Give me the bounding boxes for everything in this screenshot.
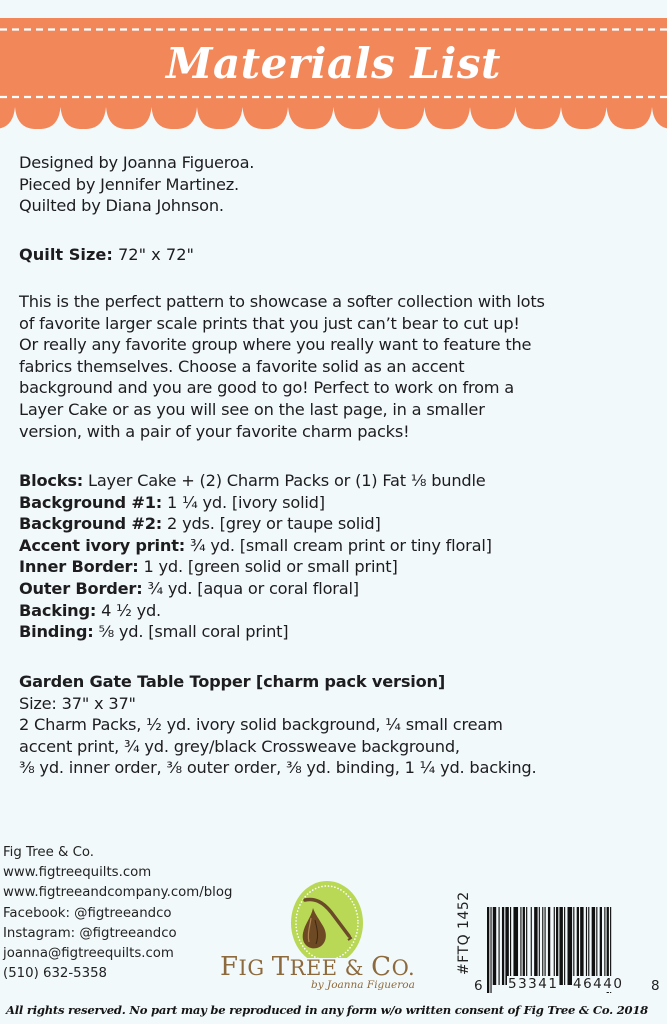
material-item-binding	[19, 621, 492, 643]
table-topper-line: 2 Charm Packs, ½ yd. ivory solid background, ¼ small cream	[19, 715, 503, 735]
barcode-digit-right: 8	[651, 978, 662, 994]
header-banner	[0, 18, 667, 129]
barcode-digit-left: 6	[474, 978, 485, 994]
material-value: ¾ yd. [small cream print or tiny floral]	[185, 535, 492, 555]
company-name: Fig Tree & Co.	[3, 845, 94, 860]
description-line: background and you are good to go! Perfect to work on from a	[19, 378, 515, 398]
fig-icon	[215, 878, 440, 958]
material-value: 1 yd. [green solid or small print]	[138, 557, 398, 577]
description-paragraph	[19, 291, 545, 442]
credit-piecer: Pieced by Jennifer Martinez.	[19, 174, 239, 194]
material-item-background-1	[19, 492, 492, 514]
quilt-size-value: 72" x 72"	[112, 245, 194, 264]
fig-tree-logo	[215, 878, 440, 998]
description-line: fabrics themselves. Choose a favorite solid as an accent	[19, 356, 465, 376]
material-label: Inner Border:	[19, 557, 139, 577]
table-topper-line: ⅜ yd. inner order, ⅜ outer order, ⅜ yd. binding, 1 ¼ yd. backing.	[19, 758, 537, 778]
material-label: Blocks:	[19, 471, 84, 490]
materials-list	[19, 470, 492, 643]
phone-number: (510) 632-5358	[3, 966, 107, 982]
credit-quilter: Quilted by Diana Johnson.	[19, 196, 224, 216]
contact-info	[3, 843, 232, 984]
credits	[19, 152, 254, 217]
material-label: Accent ivory print:	[19, 535, 186, 555]
table-topper-line: Size: 37" x 37"	[19, 693, 136, 713]
copyright-notice: All rights reserved. No part may be reproduced in any form w/o written consent of Fig Tree & Co. 2018	[6, 1003, 648, 1017]
website-link[interactable]: www.figtreequilts.com	[3, 865, 152, 881]
material-value: 4 ½ yd.	[96, 600, 161, 620]
description-line: This is the perfect pattern to showcase a softer collection with lots	[19, 292, 545, 311]
material-label: Binding:	[19, 622, 94, 642]
email-link[interactable]: joanna@figtreequilts.com	[3, 946, 174, 962]
quilt-size-label: Quilt Size:	[19, 245, 113, 264]
description-line: version, with a pair of your favorite charm packs!	[19, 421, 410, 441]
material-item-accent	[19, 535, 492, 557]
page-title: Materials List	[166, 39, 501, 88]
facebook-handle: Facebook: @figtreeandco	[3, 905, 172, 921]
table-topper-line: accent print, ¾ yd. grey/black Crossweave background,	[19, 736, 460, 756]
material-item-outer-border	[19, 578, 492, 600]
material-label: Backing:	[19, 600, 97, 620]
material-label: Background #1:	[19, 492, 163, 512]
brand-byline: by Joanna Figueroa	[311, 979, 415, 991]
material-label: Outer Border:	[19, 578, 143, 598]
credit-designer: Designed by Joanna Figueroa.	[19, 153, 255, 172]
material-item-blocks	[19, 470, 492, 492]
table-topper-title: Garden Gate Table Topper [charm pack version]	[19, 672, 446, 691]
blog-link[interactable]: www.figtreeandcompany.com/blog	[3, 885, 233, 901]
brand-wordmark: FIG TREE & CO.	[220, 952, 416, 982]
description-line: Layer Cake or as you will see on the last page, in a smaller	[19, 399, 485, 419]
material-item-inner-border	[19, 556, 492, 578]
barcode-digits-group-2: 46440	[573, 976, 624, 992]
instagram-handle: Instagram: @figtreeandco	[3, 925, 177, 941]
material-label: Background #2:	[19, 514, 163, 534]
product-sku: #FTQ 1452	[456, 891, 472, 975]
material-value: ¾ yd. [aqua or coral floral]	[142, 578, 359, 598]
description-line: Or really any favorite group where you really want to feature the	[19, 335, 532, 355]
material-item-background-2	[19, 513, 492, 535]
material-value: ⅝ yd. [small coral print]	[93, 622, 289, 642]
material-item-backing	[19, 600, 492, 622]
quilt-size	[19, 244, 194, 266]
description-line: of favorite larger scale prints that you just can’t bear to cut up!	[19, 313, 520, 333]
table-topper-section	[19, 671, 536, 779]
material-value: Layer Cake + (2) Charm Packs or (1) Fat ⅛ bundle	[83, 471, 486, 490]
material-value: 1 ¼ yd. [ivory solid]	[162, 492, 325, 512]
barcode-digits-group-1: 53341	[508, 976, 559, 992]
material-value: 2 yds. [grey or taupe solid]	[162, 514, 381, 534]
